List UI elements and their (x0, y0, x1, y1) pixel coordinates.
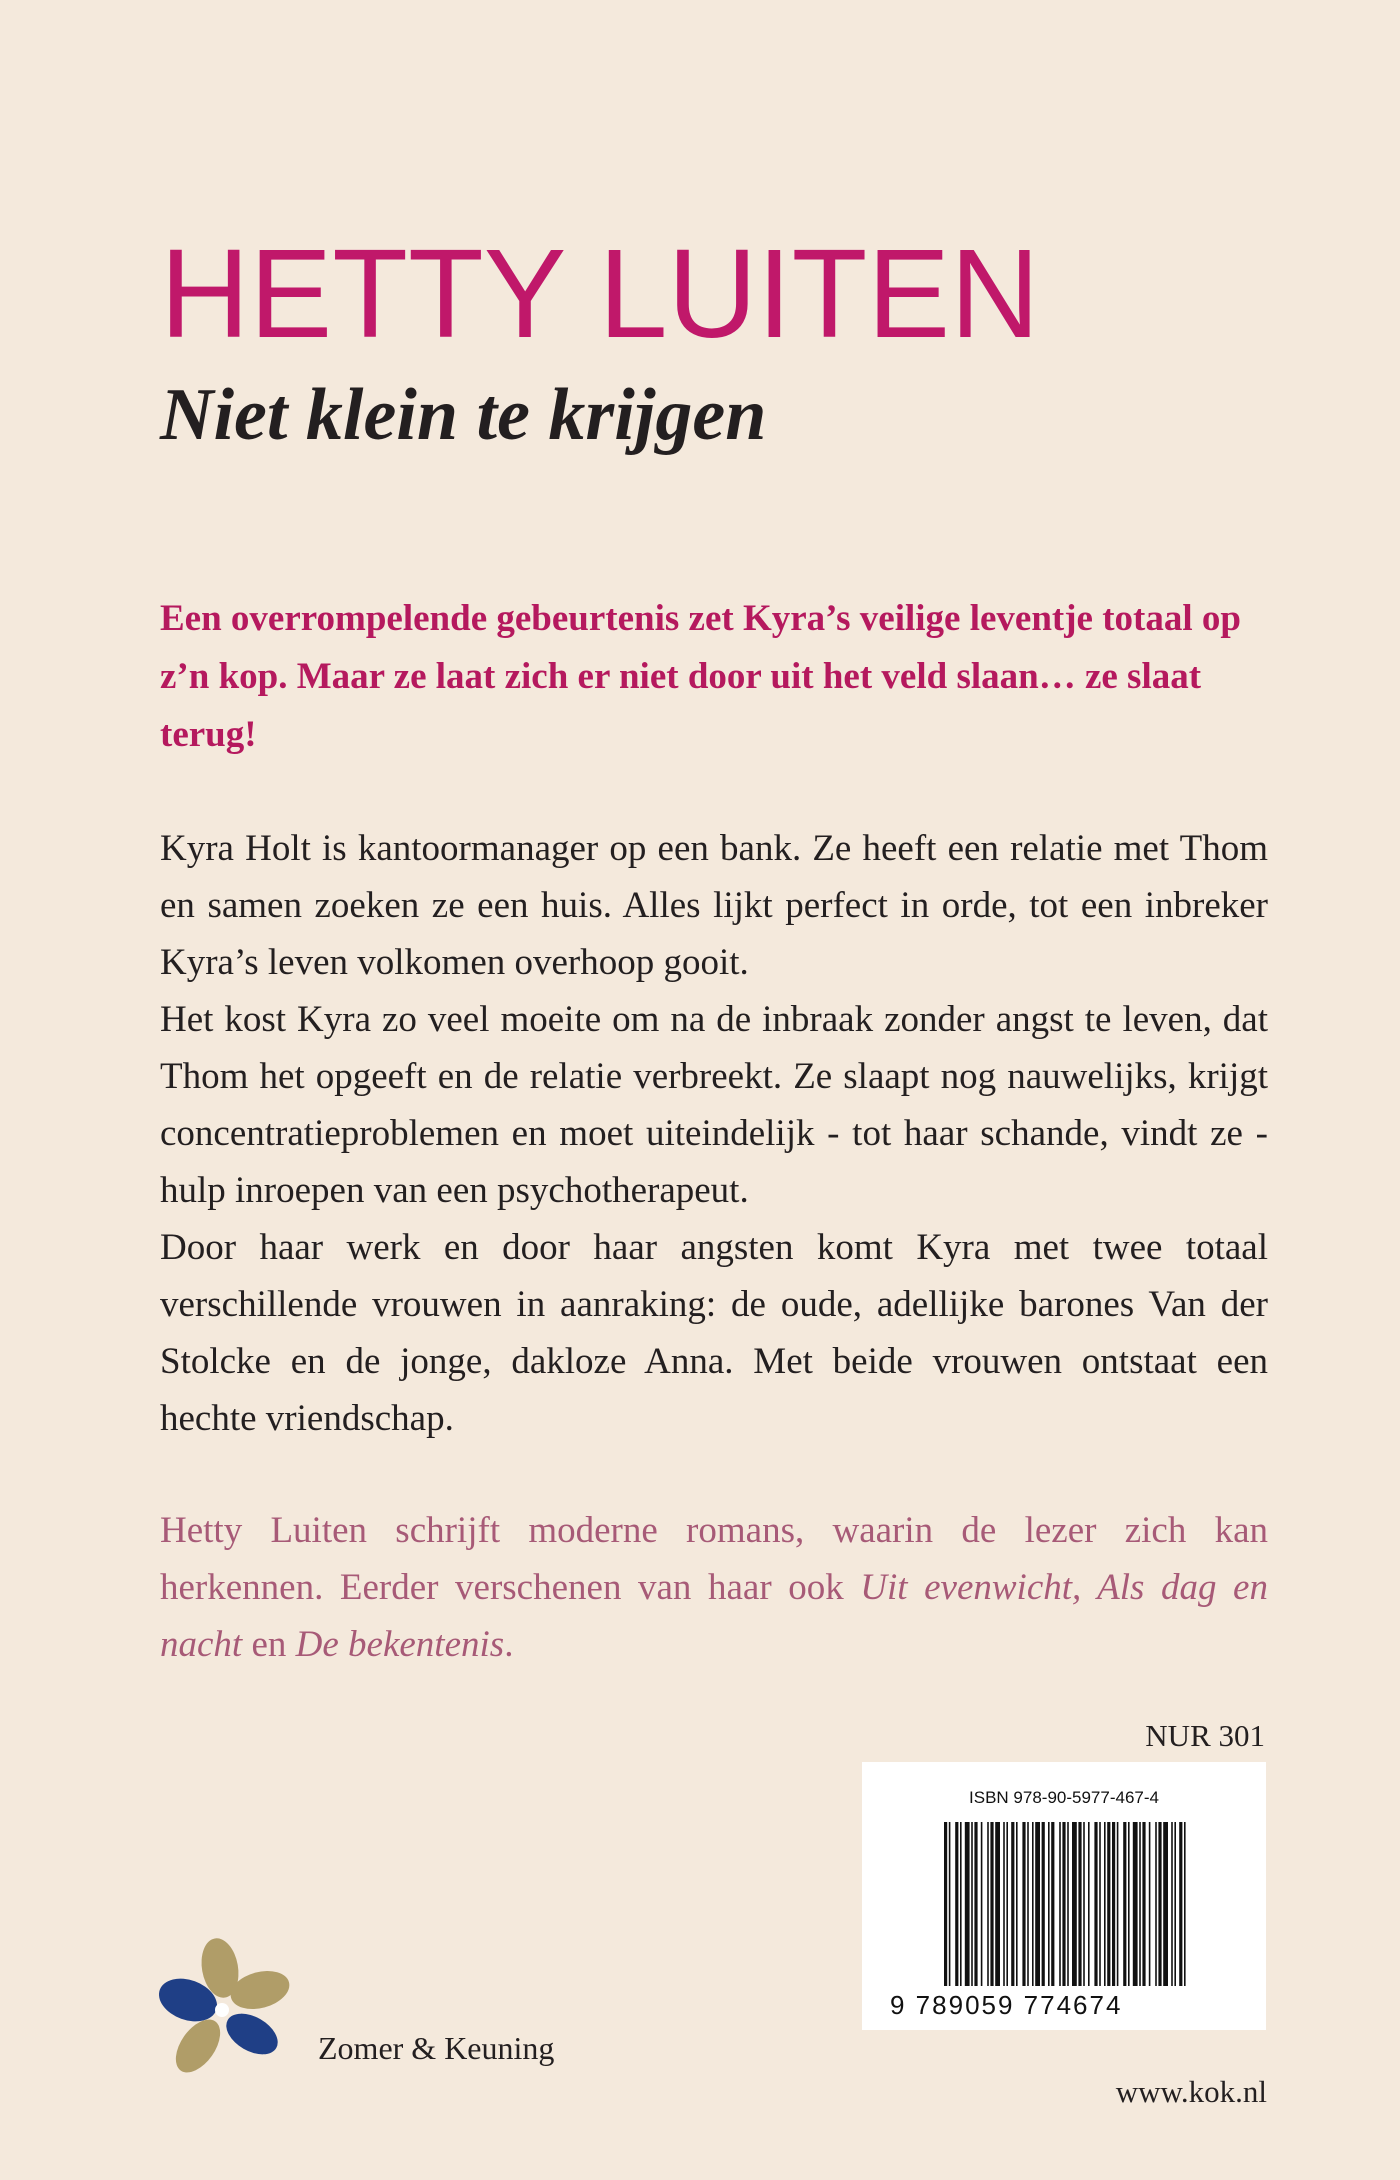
barcode-bar (1099, 1822, 1101, 1986)
barcode-bar (1133, 1822, 1138, 1986)
blurb-paragraph-1: Kyra Holt is kantoormanager op een bank. Ze heeft een relatie met Thom en samen zoeken ze een huis. Alles lijkt perfect in orde, tot een inbreker Kyra’s leven volkomen overhoop gooit. (160, 828, 1268, 983)
barcode-bar (987, 1822, 989, 1986)
barcode-bar (1155, 1822, 1157, 1986)
barcode-bar (1094, 1822, 1097, 1986)
barcode-bar (1032, 1822, 1034, 1986)
bio-connector: en (242, 1624, 296, 1665)
nur-code: NUR 301 (1145, 1718, 1265, 1753)
barcode-bar (1011, 1822, 1014, 1986)
barcode-bar (1051, 1822, 1054, 1986)
barcode-bar (1035, 1822, 1040, 1986)
barcode-bar (1158, 1822, 1161, 1986)
blurb-paragraph-2: Het kost Kyra zo veel moeite om na de inbraak zonder angst te leven, dat Thom het opgeeft en de relatie verbreekt. Ze slaapt nog nauwelijks, krijgt concentratieproblemen en moet uiteindelijk - tot haar schande, vindt ze - hulp inroepen van een psychotherapeut. (160, 999, 1268, 1211)
bio-intro: Hetty Luiten schrijft moderne romans, waarin de lezer zich kan herkennen. Eerder verschenen van haar ook (160, 1510, 1268, 1608)
barcode-bar (1003, 1822, 1005, 1986)
bio-end: . (504, 1624, 514, 1665)
barcode-bar (1123, 1822, 1126, 1986)
barcode-bar (1048, 1822, 1050, 1986)
barcode-bar (1059, 1822, 1061, 1986)
barcode-bar (981, 1822, 983, 1986)
barcode-bar (1088, 1822, 1090, 1986)
barcode-bar (1174, 1822, 1176, 1986)
barcode-bar (1006, 1822, 1008, 1986)
barcode-bar (1078, 1822, 1081, 1986)
isbn-label: ISBN 978-90-5977-467-4 (969, 1788, 1159, 1807)
barcode-bar (1163, 1822, 1168, 1986)
barcode-bar (1128, 1822, 1130, 1986)
blurb-paragraph-3: Door haar werk en door haar angsten komt Kyra met twee totaal verschillende vrouwen in aanraking: de oude, adellijke barones Van der Stolcke en de jonge, dakloze Anna. Met beide vrouwen ontstaat een hechte vriendschap. (160, 1227, 1268, 1439)
barcode-bar (1139, 1822, 1141, 1986)
barcode-bar (1117, 1822, 1119, 1986)
barcode-bar (965, 1822, 970, 1986)
barcode-bar (1022, 1822, 1025, 1986)
barcode-bar (1171, 1822, 1173, 1986)
barcode-bar (1083, 1822, 1085, 1986)
barcode-bar (1062, 1822, 1065, 1986)
barcode-bar (960, 1822, 962, 1986)
barcode-bar (1142, 1822, 1145, 1986)
barcode-panel (862, 1762, 1266, 2030)
barcode-bar (1179, 1822, 1182, 1986)
barcode-bar (1042, 1822, 1045, 1986)
blurb (160, 820, 1268, 1447)
book-title: Niet klein te krijgen (160, 374, 767, 456)
author-name: HETTY LUITEN (160, 223, 1040, 365)
ean-digits: 9 789059 774674 (890, 1990, 1123, 2020)
author-bio (160, 1502, 1268, 1673)
barcode-bar (944, 1822, 947, 1986)
barcode-bar (955, 1822, 958, 1986)
barcode-bar (995, 1822, 1000, 1986)
flower-logo-icon (152, 1934, 302, 2084)
barcode-bar (1067, 1822, 1069, 1986)
barcode-bar (1027, 1822, 1029, 1986)
barcode-bars (944, 1822, 1188, 1986)
barcode-bar (974, 1822, 977, 1986)
tagline: Een overrompelende gebeurtenis zet Kyra’s veilige leventje totaal op z’n kop. Maar ze laat zich er niet door uit het veld slaan… ze slaat terug! (160, 598, 1241, 755)
bio-book-1: Uit evenwicht, Als dag en nacht (160, 1567, 1268, 1665)
barcode-bar (1107, 1822, 1110, 1986)
bio-book-2: De bekentenis (295, 1624, 505, 1665)
barcode-bar (971, 1822, 973, 1986)
barcode-bar (949, 1822, 951, 1986)
barcode-bar (1112, 1822, 1115, 1986)
publisher-website: www.kok.nl (1115, 2074, 1267, 2109)
publisher-name: Zomer & Keuning (318, 2030, 555, 2066)
barcode-bar (1016, 1822, 1018, 1986)
barcode-bar (1184, 1822, 1186, 1986)
barcode-bar (990, 1822, 993, 1986)
barcode-bar (1104, 1822, 1106, 1986)
barcode-bar (1149, 1822, 1151, 1986)
barcode-bar (1072, 1822, 1077, 1986)
